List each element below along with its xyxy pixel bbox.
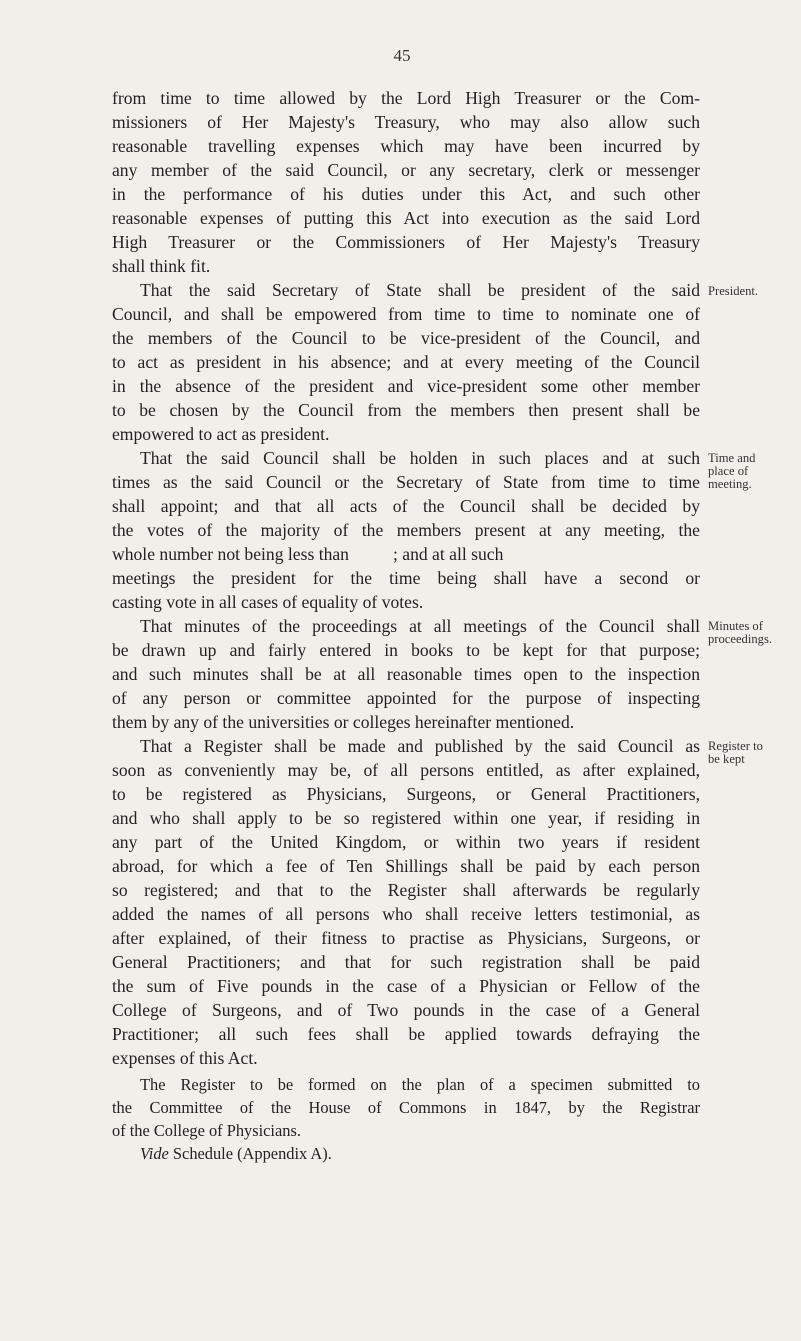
- text-line: General Practitioners; and that for such registration shall be paid: [112, 952, 700, 972]
- footnote-vide: [112, 1142, 332, 1166]
- text-line: so registered; and that to the Register shall afterwards be regularly: [112, 880, 700, 900]
- margin-note-line: Register to: [708, 739, 763, 753]
- margin-note-minutes: [708, 620, 800, 646]
- text-line: the members of the Council to be vice-president of the Council, and: [112, 328, 700, 348]
- margin-note-line: place of: [708, 464, 749, 478]
- text-line: of any person or committee appointed for the purpose of inspecting: [112, 688, 700, 708]
- text-line: to be registered as Physicians, Surgeons, or General Practitioners,: [112, 784, 700, 804]
- text-line: to act as president in his absence; and at every meeting of the Council: [112, 352, 700, 372]
- text-line: any member of the said Council, or any secretary, clerk or messenger: [112, 160, 700, 180]
- text-line: meetings the president for the time being shall have a second or: [112, 568, 700, 588]
- text-line: shall think fit.: [112, 256, 211, 276]
- text-line: in the performance of his duties under this Act, and such other: [112, 184, 700, 204]
- text-line: times as the said Council or the Secretary of State from time to time: [112, 472, 700, 492]
- page-number: 45: [393, 46, 411, 65]
- text-line: casting vote in all cases of equality of votes.: [112, 592, 424, 612]
- text-line: the sum of Five pounds in the case of a Physician or Fellow of the: [112, 976, 700, 996]
- margin-note-line: meeting.: [708, 477, 752, 491]
- text-line: them by any of the universities or colleges hereinafter mentioned.: [112, 712, 575, 732]
- text-line: expenses of this Act.: [112, 1048, 258, 1068]
- margin-note-line: President.: [708, 284, 759, 298]
- footnote-line: The Register to be formed on the plan of a specimen submitted to: [140, 1075, 700, 1094]
- margin-note-line: proceedings.: [708, 632, 772, 646]
- text-line: the votes of the majority of the members present at any meeting, the: [112, 520, 700, 540]
- text-line: reasonable expenses of putting this Act into execution as the said Lord: [112, 208, 700, 228]
- text-line: shall appoint; and that all acts of the Council shall be decided by: [112, 496, 700, 516]
- vide-text: Schedule (Appendix A).: [168, 1144, 332, 1163]
- text-line: reasonable travelling expenses which may have been incurred by: [112, 136, 700, 156]
- text-line: High Treasurer or the Commissioners of Her Majesty's Treasury: [112, 232, 700, 252]
- footnote-line: of the College of Physicians.: [112, 1121, 301, 1140]
- paragraph-start: That the said Council shall be holden in such places and at such: [140, 448, 700, 468]
- text-line: empowered to act as president.: [112, 424, 330, 444]
- margin-note-register: [708, 740, 800, 766]
- text-line: Practitioner; all such fees shall be applied towards defraying the: [112, 1024, 700, 1044]
- text-line: from time to time allowed by the Lord High Treasurer or the Com-: [112, 88, 700, 108]
- margin-note-time-and-place: [708, 452, 800, 491]
- text-line: missioners of Her Majesty's Treasury, who may also allow such: [112, 112, 700, 132]
- margin-note-line: be kept: [708, 752, 745, 766]
- paragraph-start: That the said Secretary of State shall be president of the said: [140, 280, 700, 300]
- text-line: any part of the United Kingdom, or within two years if resident: [112, 832, 700, 852]
- text-line: and such minutes shall be at all reasonable times open to the inspection: [112, 664, 700, 684]
- margin-note-line: Time and: [708, 451, 756, 465]
- text-line: abroad, for which a fee of Ten Shillings shall be paid by each person: [112, 856, 700, 876]
- text-line: soon as conveniently may be, of all persons entitled, as after explained,: [112, 760, 700, 780]
- text-line: whole number not being less than ; and at all such: [112, 544, 504, 564]
- paragraph-start: That minutes of the proceedings at all meetings of the Council shall: [140, 616, 700, 636]
- margin-note-line: Minutes of: [708, 619, 763, 633]
- text-line: and who shall apply to be so registered within one year, if residing in: [112, 808, 700, 828]
- vide-label: Vide: [140, 1144, 169, 1163]
- paragraph-start: That a Register shall be made and published by the said Council as: [140, 736, 700, 756]
- text-line: to be chosen by the Council from the members then present shall be: [112, 400, 700, 420]
- text-line: College of Surgeons, and of Two pounds in the case of a General: [112, 1000, 700, 1020]
- text-line: be drawn up and fairly entered in books to be kept for that purpose;: [112, 640, 700, 660]
- text-line: in the absence of the president and vice-president some other member: [112, 376, 700, 396]
- text-line: after explained, of their fitness to practise as Physicians, Surgeons, or: [112, 928, 700, 948]
- text-line: added the names of all persons who shall receive letters testimonial, as: [112, 904, 700, 924]
- text-line: Council, and shall be empowered from time to time to nominate one of: [112, 304, 700, 324]
- footnote-line: the Committee of the House of Commons in 1847, by the Registrar: [112, 1098, 700, 1117]
- margin-note-president: [708, 285, 800, 298]
